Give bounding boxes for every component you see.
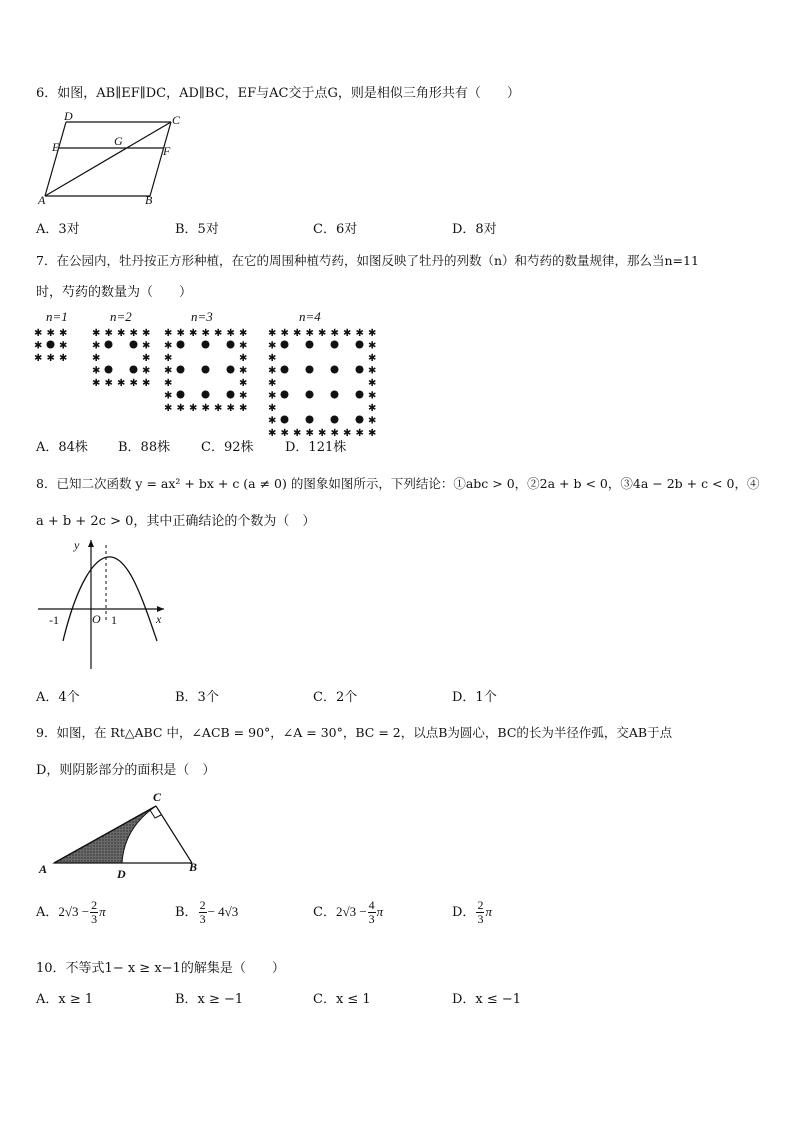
peony-dot — [306, 341, 314, 349]
q8-minus-one-label: -1 — [49, 613, 59, 627]
shaoyao-star-icon: ✱ — [368, 415, 377, 427]
shaoyao-star-icon: ✱ — [176, 403, 185, 414]
q8-stem-line2: a + b + 2c > 0，其中正确结论的个数为（ ） — [36, 514, 316, 529]
q6-label-c: C — [172, 113, 181, 127]
q10-option-d[interactable]: D．x ≤ −1 — [452, 992, 522, 1007]
shaoyao-star-icon: ✱ — [343, 428, 352, 439]
peony-dot — [306, 366, 314, 374]
q6-label-g: G — [114, 134, 123, 148]
peony-dot — [356, 341, 364, 349]
shaoyao-star-icon: ✱ — [117, 328, 126, 339]
shaoyao-star-icon: ✱ — [330, 328, 339, 339]
shaoyao-star-icon: ✱ — [268, 328, 277, 339]
q9-label-b: B — [189, 860, 198, 874]
peony-dot — [306, 391, 314, 399]
shaoyao-star-icon: ✱ — [142, 328, 151, 339]
q10-option-b[interactable]: B．x ≥ −1 — [175, 992, 244, 1007]
shaoyao-star-icon: ✱ — [239, 328, 248, 339]
shaoyao-star-icon: ✱ — [142, 353, 151, 364]
shaoyao-star-icon: ✱ — [59, 340, 68, 352]
shaoyao-star-icon: ✱ — [268, 365, 277, 377]
shaoyao-star-icon: ✱ — [268, 378, 277, 389]
q7-panel-label-n1: n=1 — [46, 309, 68, 324]
peony-dot — [105, 341, 113, 349]
q7-stem-line2: 时，芍药的数量为（ ） — [36, 285, 193, 300]
shaoyao-star-icon: ✱ — [226, 328, 235, 339]
shaoyao-star-icon: ✱ — [268, 428, 277, 439]
peony-dot — [331, 366, 339, 374]
peony-dot — [331, 416, 339, 424]
q8-y-label: y — [74, 538, 80, 552]
q6-label-a: A — [38, 193, 46, 207]
shaoyao-star-icon: ✱ — [214, 403, 223, 414]
shaoyao-star-icon: ✱ — [201, 328, 210, 339]
peony-dot — [47, 341, 55, 349]
q7-option-a[interactable]: A．84株 — [36, 440, 88, 455]
q6-label-d: D — [64, 109, 73, 123]
shaoyao-star-icon: ✱ — [305, 428, 314, 439]
shaoyao-star-icon: ✱ — [164, 390, 173, 402]
shaoyao-star-icon: ✱ — [368, 353, 377, 364]
q6-label-e: E — [52, 140, 60, 154]
shaoyao-star-icon: ✱ — [368, 378, 377, 389]
shaoyao-star-icon: ✱ — [293, 328, 302, 339]
shaoyao-star-icon: ✱ — [239, 353, 248, 364]
peony-dot — [356, 366, 364, 374]
shaoyao-star-icon: ✱ — [368, 390, 377, 402]
shaoyao-star-icon: ✱ — [368, 340, 377, 352]
peony-dot — [202, 391, 210, 399]
shaoyao-star-icon: ✱ — [239, 365, 248, 377]
q6-figure — [38, 109, 188, 207]
q7-option-b[interactable]: B．88株 — [118, 440, 171, 455]
shaoyao-star-icon: ✱ — [239, 403, 248, 414]
shaoyao-star-icon: ✱ — [117, 378, 126, 389]
q7-panel-label-n4: n=4 — [299, 309, 321, 324]
peony-dot — [281, 341, 289, 349]
shaoyao-star-icon: ✱ — [280, 428, 289, 439]
q6-option-c[interactable]: C．6对 — [313, 222, 358, 237]
q8-option-c[interactable]: C．2个 — [313, 690, 358, 705]
peony-dot — [306, 416, 314, 424]
shaoyao-star-icon: ✱ — [201, 403, 210, 414]
shaoyao-star-icon: ✱ — [92, 328, 101, 339]
shaoyao-star-icon: ✱ — [164, 403, 173, 414]
shaoyao-star-icon: ✱ — [142, 365, 151, 377]
q8-option-b[interactable]: B．3个 — [175, 690, 219, 705]
peony-dot — [202, 366, 210, 374]
q9-option-a[interactable]: A．2√3 − $\frac{2}{3}$ π — [36, 898, 106, 926]
shaoyao-star-icon: ✱ — [239, 390, 248, 402]
shaoyao-star-icon: ✱ — [142, 340, 151, 352]
q9-stem-line2: D，则阴影部分的面积是（ ） — [36, 763, 216, 778]
peony-dot — [331, 391, 339, 399]
peony-dot — [227, 391, 235, 399]
shaoyao-star-icon: ✱ — [268, 403, 277, 414]
peony-dot — [227, 341, 235, 349]
q7-option-d[interactable]: D．121株 — [285, 440, 347, 455]
q7-panel-label-n3: n=3 — [191, 309, 213, 324]
q8-x-label: x — [156, 612, 162, 626]
q9-label-c: C — [153, 790, 162, 804]
peony-dot — [356, 416, 364, 424]
shaoyao-star-icon: ✱ — [330, 428, 339, 439]
shaoyao-star-icon: ✱ — [189, 403, 198, 414]
q8-option-a[interactable]: A．4个 — [36, 690, 80, 705]
shaoyao-star-icon: ✱ — [129, 328, 138, 339]
q7-stem-line1: 7．在公园内，牡丹按正方形种植，在它的周围种植芍药，如图反映了牡丹的列数（n）和芍药的数量规律，那么当n=11 — [36, 253, 699, 268]
shaoyao-star-icon: ✱ — [293, 428, 302, 439]
peony-dot — [130, 366, 138, 374]
shaoyao-star-icon: ✱ — [214, 328, 223, 339]
shaoyao-star-icon: ✱ — [104, 378, 113, 389]
shaoyao-star-icon: ✱ — [368, 428, 377, 439]
shaoyao-star-icon: ✱ — [355, 328, 364, 339]
q9-label-d: D — [117, 867, 126, 881]
shaoyao-star-icon: ✱ — [305, 328, 314, 339]
shaoyao-star-icon: ✱ — [104, 328, 113, 339]
q9-option-d[interactable]: D． $\frac{2}{3}$ π — [452, 898, 492, 926]
shaoyao-star-icon: ✱ — [92, 378, 101, 389]
peony-dot — [177, 391, 185, 399]
shaoyao-star-icon: ✱ — [34, 340, 43, 352]
peony-dot — [227, 366, 235, 374]
q7-option-c[interactable]: C．92株 — [201, 440, 254, 455]
q6-label-b: B — [145, 193, 153, 207]
shaoyao-star-icon: ✱ — [368, 403, 377, 414]
peony-dot — [281, 391, 289, 399]
shaoyao-star-icon: ✱ — [268, 415, 277, 427]
shaoyao-star-icon: ✱ — [226, 403, 235, 414]
shaoyao-star-icon: ✱ — [142, 378, 151, 389]
shaoyao-star-icon: ✱ — [129, 378, 138, 389]
q8-stem-line1: 8．已知二次函数 y = ax² + bx + c (a ≠ 0) 的图象如图所示，下列结论：①abc > 0，②2a + b < 0，③4a − 2b + c < 0，④ — [36, 476, 760, 491]
q8-origin-label: O — [92, 612, 101, 626]
shaoyao-star-icon: ✱ — [92, 353, 101, 364]
shaoyao-star-icon: ✱ — [59, 328, 68, 339]
q6-label-f: F — [163, 144, 171, 158]
q8-parabola-graph — [36, 537, 176, 673]
shaoyao-star-icon: ✱ — [355, 428, 364, 439]
shaoyao-star-icon: ✱ — [176, 328, 185, 339]
shaoyao-star-icon: ✱ — [268, 353, 277, 364]
q9-option-c[interactable]: C．2√3 − $\frac{4}{3}$ π — [313, 898, 384, 926]
shaoyao-star-icon: ✱ — [164, 328, 173, 339]
shaoyao-star-icon: ✱ — [268, 390, 277, 402]
peony-dot — [281, 416, 289, 424]
shaoyao-star-icon: ✱ — [59, 353, 68, 364]
shaoyao-star-icon: ✱ — [368, 365, 377, 377]
q6-option-b[interactable]: B．5对 — [175, 222, 219, 237]
q7-pattern-figure — [34, 324, 377, 439]
shaoyao-star-icon: ✱ — [34, 328, 43, 339]
q8-one-label: 1 — [111, 613, 117, 627]
q10-stem: 10．不等式1− x ≥ x−1的解集是（ ） — [36, 961, 285, 976]
shaoyao-star-icon: ✱ — [239, 378, 248, 389]
shaoyao-star-icon: ✱ — [280, 328, 289, 339]
shaoyao-star-icon: ✱ — [164, 340, 173, 352]
peony-dot — [202, 341, 210, 349]
peony-dot — [331, 341, 339, 349]
shaoyao-star-icon: ✱ — [268, 340, 277, 352]
shaoyao-star-icon: ✱ — [46, 353, 55, 364]
shaoyao-star-icon: ✱ — [318, 328, 327, 339]
q9-option-b[interactable]: B． $\frac{2}{3}$ − 4√3 — [175, 898, 239, 926]
q9-label-a: A — [39, 862, 48, 876]
shaoyao-star-icon: ✱ — [92, 340, 101, 352]
shaoyao-star-icon: ✱ — [343, 328, 352, 339]
shaoyao-star-icon: ✱ — [164, 365, 173, 377]
shaoyao-star-icon: ✱ — [189, 328, 198, 339]
q10-option-c[interactable]: C．x ≤ 1 — [313, 992, 371, 1007]
q7-panel-label-n2: n=2 — [110, 309, 132, 324]
q9-triangle-figure — [36, 788, 206, 881]
q6-option-a[interactable]: A．3对 — [36, 222, 80, 237]
shaoyao-star-icon: ✱ — [34, 353, 43, 364]
shaoyao-star-icon: ✱ — [318, 428, 327, 439]
q6-option-d[interactable]: D．8对 — [452, 222, 497, 237]
q9-stem-line1: 9．如图，在 Rt△ABC 中，∠ACB = 90°，∠A = 30°，BC = 2，以点B为圆心，BC的长为半径作弧，交AB于点 — [36, 725, 673, 740]
peony-dot — [177, 366, 185, 374]
q8-option-d[interactable]: D．1个 — [452, 690, 497, 705]
peony-dot — [281, 366, 289, 374]
shaoyao-star-icon: ✱ — [239, 340, 248, 352]
peony-dot — [105, 366, 113, 374]
peony-dot — [356, 391, 364, 399]
peony-dot — [177, 341, 185, 349]
shaoyao-star-icon: ✱ — [164, 353, 173, 364]
shaoyao-star-icon: ✱ — [164, 378, 173, 389]
q6-stem: 6．如图，AB∥EF∥DC，AD∥BC，EF与AC交于点G，则是相似三角形共有（ ） — [36, 86, 520, 101]
shaoyao-star-icon: ✱ — [92, 365, 101, 377]
shaoyao-star-icon: ✱ — [368, 328, 377, 339]
q10-option-a[interactable]: A．x ≥ 1 — [36, 992, 94, 1007]
peony-dot — [130, 341, 138, 349]
shaoyao-star-icon: ✱ — [46, 328, 55, 339]
